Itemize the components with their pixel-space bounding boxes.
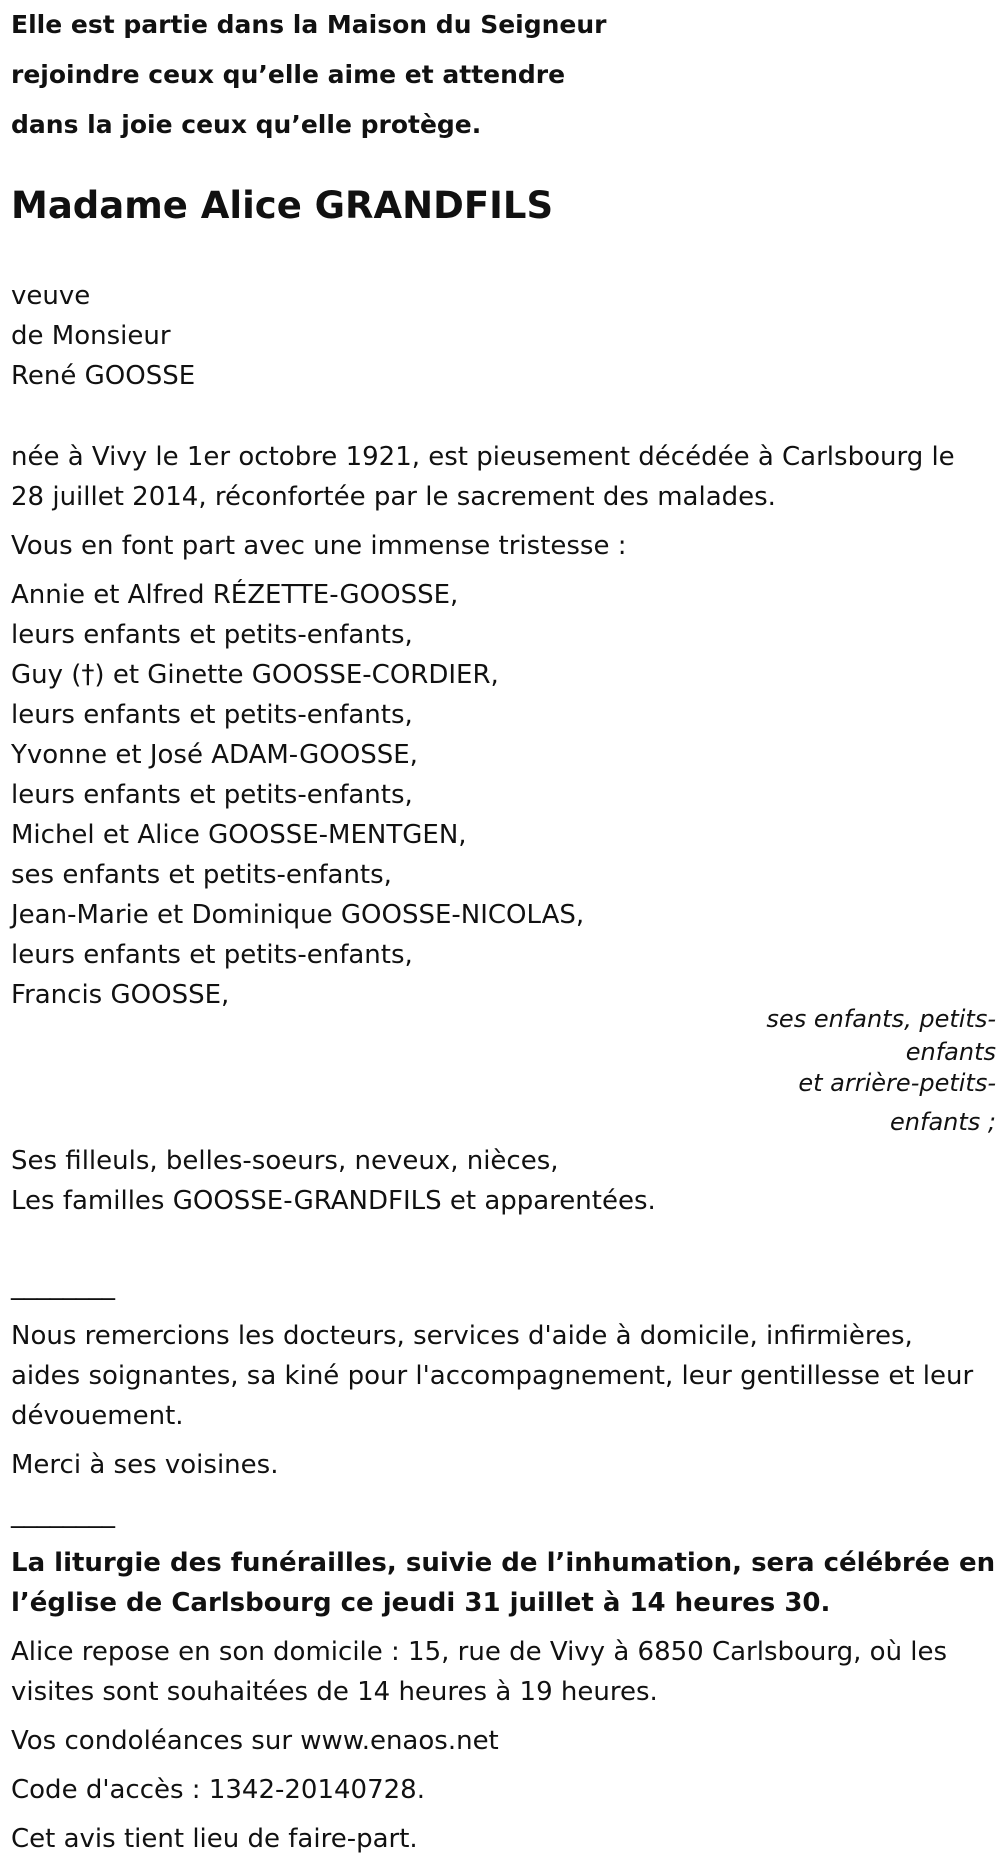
separator-line: ________ — [11, 1271, 115, 1301]
birth-death-text — [11, 437, 996, 517]
other-relatives-line-2: Les familles GOOSSE-GRANDFILS et apparentées. — [11, 1186, 656, 1216]
status-line-1: veuve — [11, 281, 91, 311]
thanks-line-3: dévouement. — [11, 1401, 184, 1431]
liturgy-text — [11, 1543, 996, 1623]
intro-verse — [11, 0, 996, 150]
other-relatives — [11, 1141, 996, 1221]
status-line-3: René GOOSSE — [11, 361, 196, 391]
descendants-line: et arrière-petits- — [798, 1069, 996, 1097]
descendants-text — [696, 1000, 996, 1144]
status-line-2: de Monsieur — [11, 321, 171, 351]
descendants-line: enfants ; — [890, 1108, 996, 1136]
family-line: leurs enfants et petits-enfants, — [11, 780, 413, 810]
widow-status — [11, 276, 996, 396]
descendants-line: enfants — [905, 1038, 996, 1066]
intro-line-3: dans la joie ceux qu’elle protège. — [11, 110, 482, 139]
liturgy-line-1: La liturgie des funérailles, suivie de l’inhumation, sera célébrée en — [11, 1548, 996, 1578]
condolences-text: Vos condoléances sur www.enaos.net — [11, 1726, 499, 1756]
family-list — [11, 575, 996, 1015]
family-line: Jean-Marie et Dominique GOOSSE-NICOLAS, — [11, 900, 585, 930]
liturgy-line-2: l’église de Carlsbourg ce jeudi 31 juillet à 14 heures 30. — [11, 1588, 831, 1618]
intro-line-1: Elle est partie dans la Maison du Seigneur — [11, 10, 607, 39]
family-line: Annie et Alfred RÉZETTE-GOOSSE, — [11, 580, 459, 610]
family-line: leurs enfants et petits-enfants, — [11, 700, 413, 730]
birth-death-line-2: 28 juillet 2014, réconfortée par le sacrement des malades. — [11, 482, 776, 512]
family-line: Francis GOOSSE, — [11, 980, 230, 1010]
descendants-line: ses enfants, petits- — [766, 1005, 996, 1033]
birth-death-line-1: née à Vivy le 1er octobre 1921, est pieusement décédée à Carlsbourg le — [11, 442, 955, 472]
family-line: Guy (†) et Ginette GOOSSE-CORDIER, — [11, 660, 499, 690]
access-code-text: Code d'accès : 1342-20140728. — [11, 1775, 425, 1805]
neighbors-thanks: Merci à ses voisines. — [11, 1450, 279, 1480]
thanks-line-2: aides soignantes, sa kiné pour l'accompagnement, leur gentillesse et leur — [11, 1361, 974, 1391]
family-line: ses enfants et petits-enfants, — [11, 860, 392, 890]
family-line: leurs enfants et petits-enfants, — [11, 620, 413, 650]
family-line: leurs enfants et petits-enfants, — [11, 940, 413, 970]
thanks-text — [11, 1316, 996, 1436]
intro-line-2: rejoindre ceux qu’elle aime et attendre — [11, 60, 566, 89]
other-relatives-line-1: Ses filleuls, belles-soeurs, neveux, nièces, — [11, 1146, 559, 1176]
separator-line: ________ — [11, 1499, 115, 1529]
announce-text: Vous en font part avec une immense tristesse : — [11, 531, 627, 561]
rest-line-1: Alice repose en son domicile : 15, rue de Vivy à 6850 Carlsbourg, où les — [11, 1637, 948, 1667]
family-line: Michel et Alice GOOSSE-MENTGEN, — [11, 820, 467, 850]
rest-text — [11, 1632, 996, 1712]
family-line: Yvonne et José ADAM-GOOSSE, — [11, 740, 418, 770]
notice-text: Cet avis tient lieu de faire-part. — [11, 1824, 418, 1854]
rest-line-2: visites sont souhaitées de 14 heures à 19 heures. — [11, 1677, 658, 1707]
deceased-name: Madame Alice GRANDFILS — [11, 184, 554, 227]
thanks-line-1: Nous remercions les docteurs, services d'aide à domicile, infirmières, — [11, 1321, 913, 1351]
